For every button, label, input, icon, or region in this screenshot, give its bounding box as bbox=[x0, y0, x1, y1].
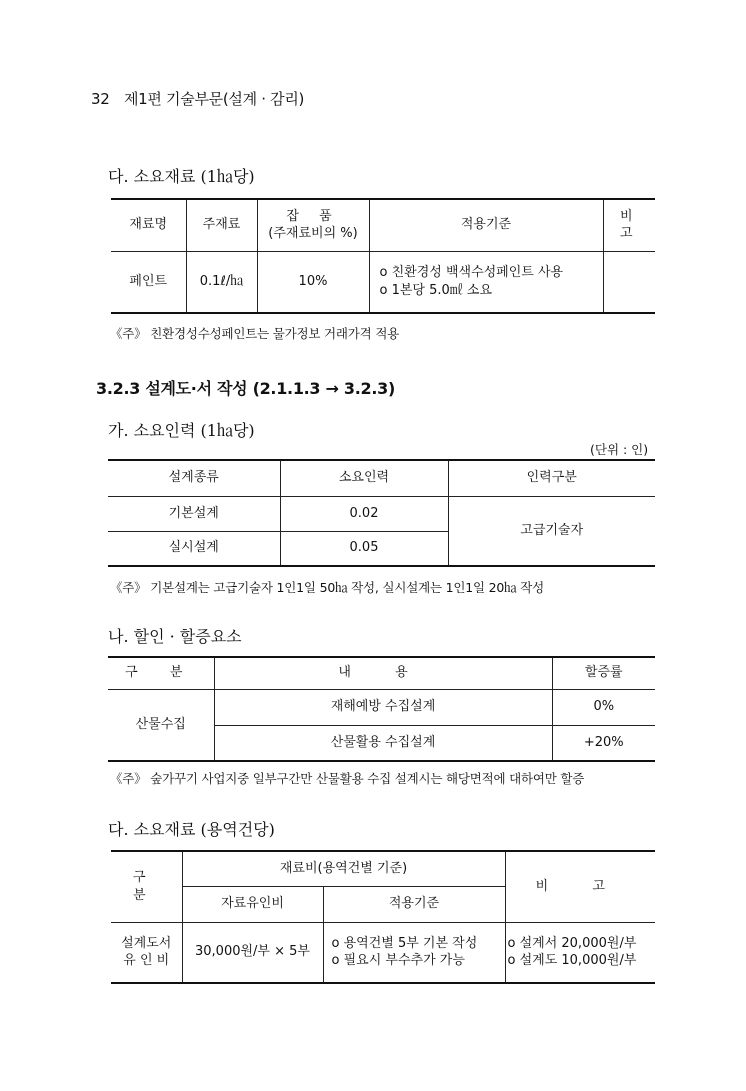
header-main: 주재료 bbox=[186, 199, 257, 251]
note-materials: 《주》 친환경성수성페인트는 물가정보 거래가격 적용 bbox=[110, 326, 400, 341]
contract-header-row bbox=[111, 851, 655, 886]
cell-category bbox=[111, 922, 182, 983]
manpower-table bbox=[108, 459, 655, 567]
cell-rate: +20% bbox=[552, 725, 655, 761]
adjustment-row bbox=[108, 689, 655, 725]
remark-line: o 설계서 20,000원/부 bbox=[507, 935, 637, 951]
header-remark: 비 고 bbox=[603, 199, 655, 251]
contract-materials-table bbox=[111, 850, 655, 984]
header-printing-cost: 자료유인비 bbox=[182, 886, 323, 922]
section-title-materials-contract: 다. 소요재료 (용역건당) bbox=[108, 820, 275, 839]
cell-criteria bbox=[369, 251, 603, 313]
section-title-manpower: 가. 소요인력 (1㏊당) bbox=[108, 421, 255, 440]
cell-design-type: 기본설계 bbox=[108, 496, 280, 531]
criteria-line: o 용역건별 5부 기본 작성 bbox=[331, 935, 478, 951]
chapter-title: 제1편 기술부문(설계 · 감리) bbox=[123, 90, 305, 108]
header-rate: 할증률 bbox=[552, 657, 655, 689]
criteria-line: o 필요시 부수추가 가능 bbox=[331, 953, 465, 969]
cell-rate: 0% bbox=[552, 689, 655, 725]
header-category: 구 분 bbox=[108, 657, 214, 689]
page-header bbox=[91, 88, 304, 109]
header-misc-title: 잡 품 bbox=[286, 208, 340, 224]
materials-header-row bbox=[111, 199, 655, 251]
manpower-header-row bbox=[108, 460, 655, 496]
remark-line: o 설계도 10,000원/부 bbox=[507, 953, 637, 969]
category-line: 설계도서 bbox=[121, 935, 172, 951]
note-manpower: 《주》 기본설계는 고급기술자 1인1일 50㏊ 작성, 실시설계는 1인1일 20㏊ 작성 bbox=[110, 580, 544, 595]
category-line: 유 인 비 bbox=[123, 953, 170, 969]
adjustment-table bbox=[108, 656, 655, 762]
header-class: 인력구분 bbox=[448, 460, 655, 496]
contract-row bbox=[111, 922, 655, 983]
header-criteria: 적용기준 bbox=[369, 199, 603, 251]
header-criteria: 적용기준 bbox=[323, 886, 505, 922]
unit-label: (단위 : 인) bbox=[590, 442, 649, 457]
manpower-row bbox=[108, 496, 655, 531]
criteria-line: o 1본당 5.0㎖ 소요 bbox=[379, 282, 493, 298]
criteria-line: o 친환경성 백색수성페인트 사용 bbox=[379, 265, 564, 281]
cell-price: 30,000원/부 × 5부 bbox=[182, 922, 323, 983]
header-required: 소요인력 bbox=[280, 460, 448, 496]
header-misc-sub: (주재료비의 %) bbox=[268, 226, 358, 242]
section-heading-3-2-3: 3.2.3 설계도·서 작성 (2.1.1.3 → 3.2.3) bbox=[96, 379, 395, 398]
cell-remark bbox=[505, 922, 655, 983]
cell-class: 고급기술자 bbox=[448, 496, 655, 566]
cell-design-type: 실시설계 bbox=[108, 531, 280, 566]
cell-content: 산물활용 수집설계 bbox=[214, 725, 552, 761]
cell-remark bbox=[603, 251, 655, 313]
materials-table bbox=[111, 198, 655, 314]
header-cost: 재료비(용역건별 기준) bbox=[182, 851, 505, 886]
materials-row bbox=[111, 251, 655, 313]
page-number: 32 bbox=[91, 90, 110, 108]
header-misc bbox=[257, 199, 369, 251]
header-material: 재료명 bbox=[111, 199, 186, 251]
header-design-type: 설계종류 bbox=[108, 460, 280, 496]
cell-name: 페인트 bbox=[111, 251, 186, 313]
section-title-adjustment: 나. 할인 · 할증요소 bbox=[108, 627, 242, 646]
cell-required: 0.02 bbox=[280, 496, 448, 531]
cell-misc: 10% bbox=[257, 251, 369, 313]
adjustment-header-row bbox=[108, 657, 655, 689]
header-remark: 비 고 bbox=[505, 851, 655, 922]
cell-group: 산물수집 bbox=[108, 689, 214, 761]
header-category: 구 분 bbox=[111, 851, 182, 922]
header-content: 내 용 bbox=[214, 657, 552, 689]
note-adjustment: 《주》 숲가꾸기 사업지중 일부구간만 산물활용 수집 설계시는 해당면적에 대하여만 할증 bbox=[110, 771, 585, 786]
cell-content: 재해예방 수집설계 bbox=[214, 689, 552, 725]
cell-criteria bbox=[323, 922, 505, 983]
section-title-materials-ha: 다. 소요재료 (1㏊당) bbox=[108, 167, 255, 186]
cell-required: 0.05 bbox=[280, 531, 448, 566]
cell-main: 0.1ℓ/㏊ bbox=[186, 251, 257, 313]
